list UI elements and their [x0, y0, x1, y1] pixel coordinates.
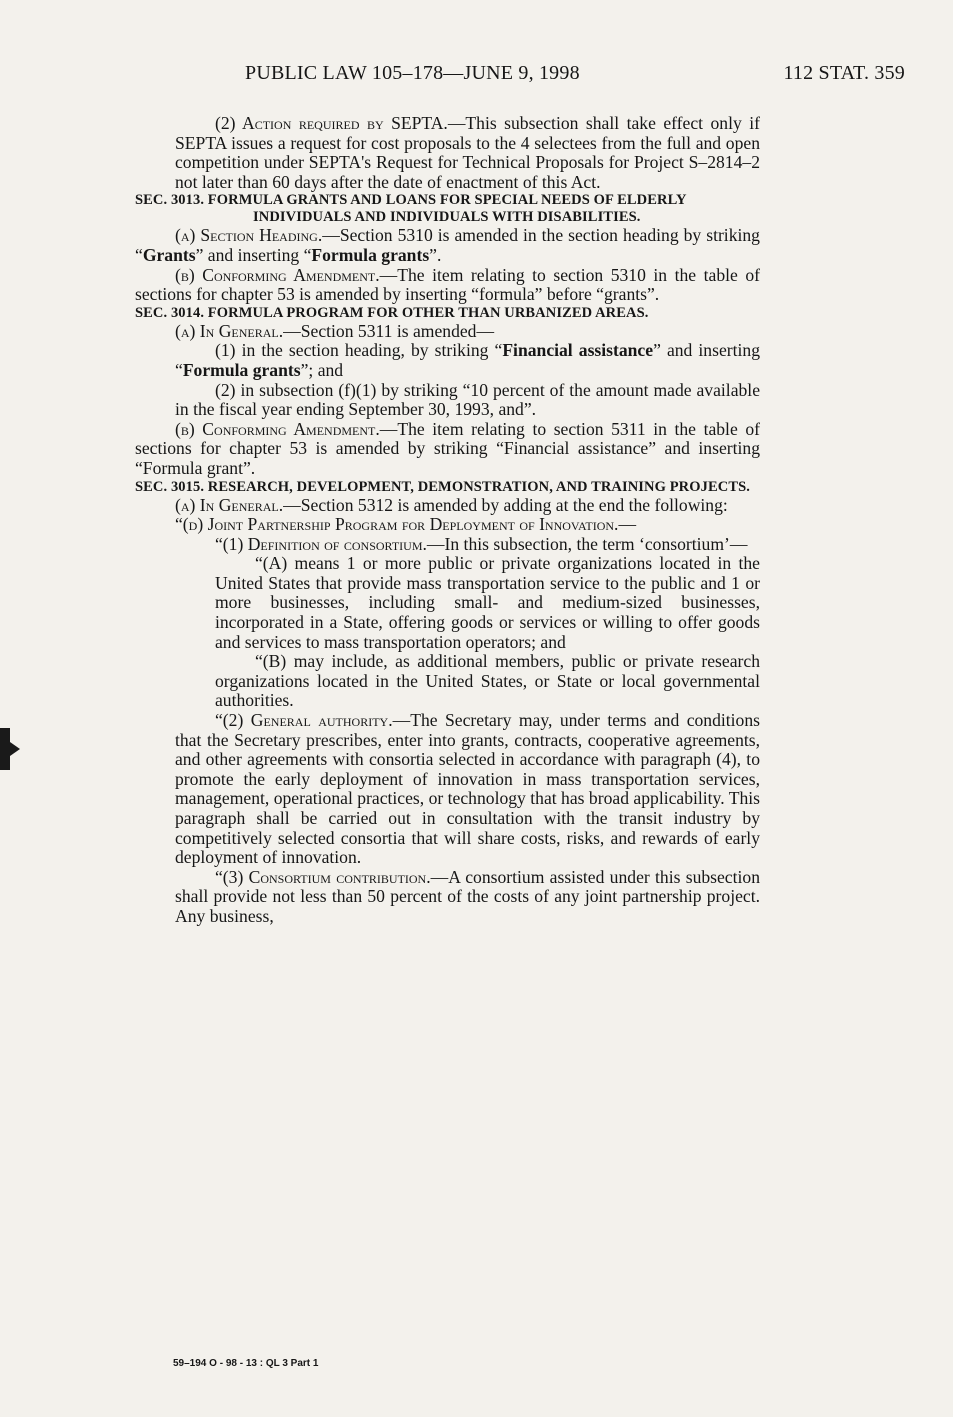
bold-term: Grants: [142, 244, 196, 265]
paragraph-text: —In this subsection, the term ‘consortium’—: [426, 533, 748, 554]
paragraph-text: —A consortium assisted under this subsection shall provide not less than 50 percent of the costs of any joint partnership project. Any business,: [175, 866, 760, 926]
section-3015-d3: [135, 868, 760, 927]
paragraph-lead: “(2) General authority.: [215, 710, 393, 731]
subsection-lead: (b) Conforming Amendment.: [175, 264, 380, 285]
paragraph-lead: “(1) Definition of consortium.: [215, 533, 427, 554]
bold-term: Formula grants: [182, 359, 301, 380]
subsection-text: ” and inserting “: [195, 244, 312, 265]
section-3014-b: [135, 420, 760, 479]
section-3014-heading: SEC. 3014. FORMULA PROGRAM FOR OTHER THAN URBANIZED AREAS.: [135, 304, 649, 321]
paragraph-text: (1) in the section heading, by striking “: [215, 340, 503, 361]
section-3015-d: [135, 515, 760, 535]
statute-page-number: 112 STAT. 359: [783, 62, 905, 84]
section-3013-b: [135, 266, 760, 305]
bold-term: Financial assistance: [502, 340, 654, 361]
public-law-citation: PUBLIC LAW 105–178—JUNE 9, 1998: [245, 62, 580, 84]
subsection-text: —The item relating to section 5311 in the table of sections for chapter 53 is amended by striking “Financial assistance” and inserting “Formula grant”.: [135, 418, 760, 478]
subsection-text: —Section 5312 is amended by adding at the end the following:: [283, 494, 728, 515]
subsection-lead: (a) In General.: [175, 494, 284, 515]
section-3015-d1-A: “(A) means 1 or more public or private organizations located in the United States that provide mass transportation service to the public and 1 or more businesses, including small- and medium-sized businesses, incorporated in a State, offering goods or services or willing to offer goods and services to mass transportation operators; and: [215, 553, 760, 652]
subsection-lead: (a) Section Heading.: [175, 225, 323, 246]
subsection-lead: (a) In General.: [175, 320, 284, 341]
section-3015-a: [135, 496, 760, 516]
paragraph-lead: (2) Action required by SEPTA.: [215, 113, 448, 133]
subsection-lead: (b) Conforming Amendment.: [175, 418, 380, 439]
subsection-text: —The item relating to section 5310 in the table of sections for chapter 53 is amended by inserting “formula” before “grants”.: [135, 264, 760, 305]
print-job-code: 59–194 O - 98 - 13 : QL 3 Part 1: [173, 1358, 319, 1369]
paragraph-text: —The Secretary may, under terms and conditions that the Secretary prescribes, enter into grants, contracts, cooperative agreements, and other agreements with consortia selected in accordance with paragraph (4), to promote the early deployment of innovation in mass transportation services, management, operational practices, or technology that has broad applicability. This paragraph shall be carried out in consultation with the transit industry by competitively selected consortia that will share costs, risks, and rewards of early deployment of innovation.: [175, 710, 760, 868]
section-3013-heading: SEC. 3013. FORMULA GRANTS AND LOANS FOR SPECIAL NEEDS OF ELDERLY INDIVIDUALS AND INDIVIDUALS WITH DISABILITIES.: [135, 192, 687, 226]
paragraph-lead: “(3) Consortium contribution.: [215, 866, 431, 887]
paragraph-text: ”; and: [300, 359, 344, 380]
section-3013-a: [135, 226, 760, 265]
subsection-text: —Section 5311 is amended—: [283, 320, 495, 341]
section-3015-d1: [135, 535, 760, 555]
section-3015-d2: [135, 711, 760, 868]
bold-term: Formula grants: [311, 244, 430, 265]
paragraph-text: ” and inserting “: [175, 340, 760, 380]
subsection-text: ”.: [429, 244, 442, 265]
section-3015-heading: SEC. 3015. RESEARCH, DEVELOPMENT, DEMONSTRATION, AND TRAINING PROJECTS.: [135, 478, 750, 495]
paragraph-text: —This subsection shall take effect only if SEPTA issues a request for cost proposals to the 4 selectees from the full and open competition under SEPTA's Request for Technical Proposals for Project S–2814–2 not later than 60 days after the date of enactment of this Act.: [175, 113, 760, 192]
document-body: [135, 114, 760, 927]
margin-bar-mark: [0, 728, 10, 770]
paragraph-action-required: [135, 114, 760, 192]
section-3014-a1: [135, 341, 760, 380]
section-3014-a: [135, 322, 760, 342]
section-3014-a2: (2) in subsection (f)(1) by striking “10 percent of the amount made available in the fiscal year ending September 30, 1993, and”.: [175, 379, 760, 420]
subsection-text: —Section 5310 is amended in the section heading by striking “: [135, 225, 760, 265]
section-3015-d1-B: “(B) may include, as additional members, public or private research organizations located in the United States, or State or local governmental authorities.: [215, 651, 760, 711]
subsection-text: —: [618, 514, 637, 535]
subsection-lead: “(d) Joint Partnership Program for Deployment of Innovation.: [175, 514, 619, 535]
